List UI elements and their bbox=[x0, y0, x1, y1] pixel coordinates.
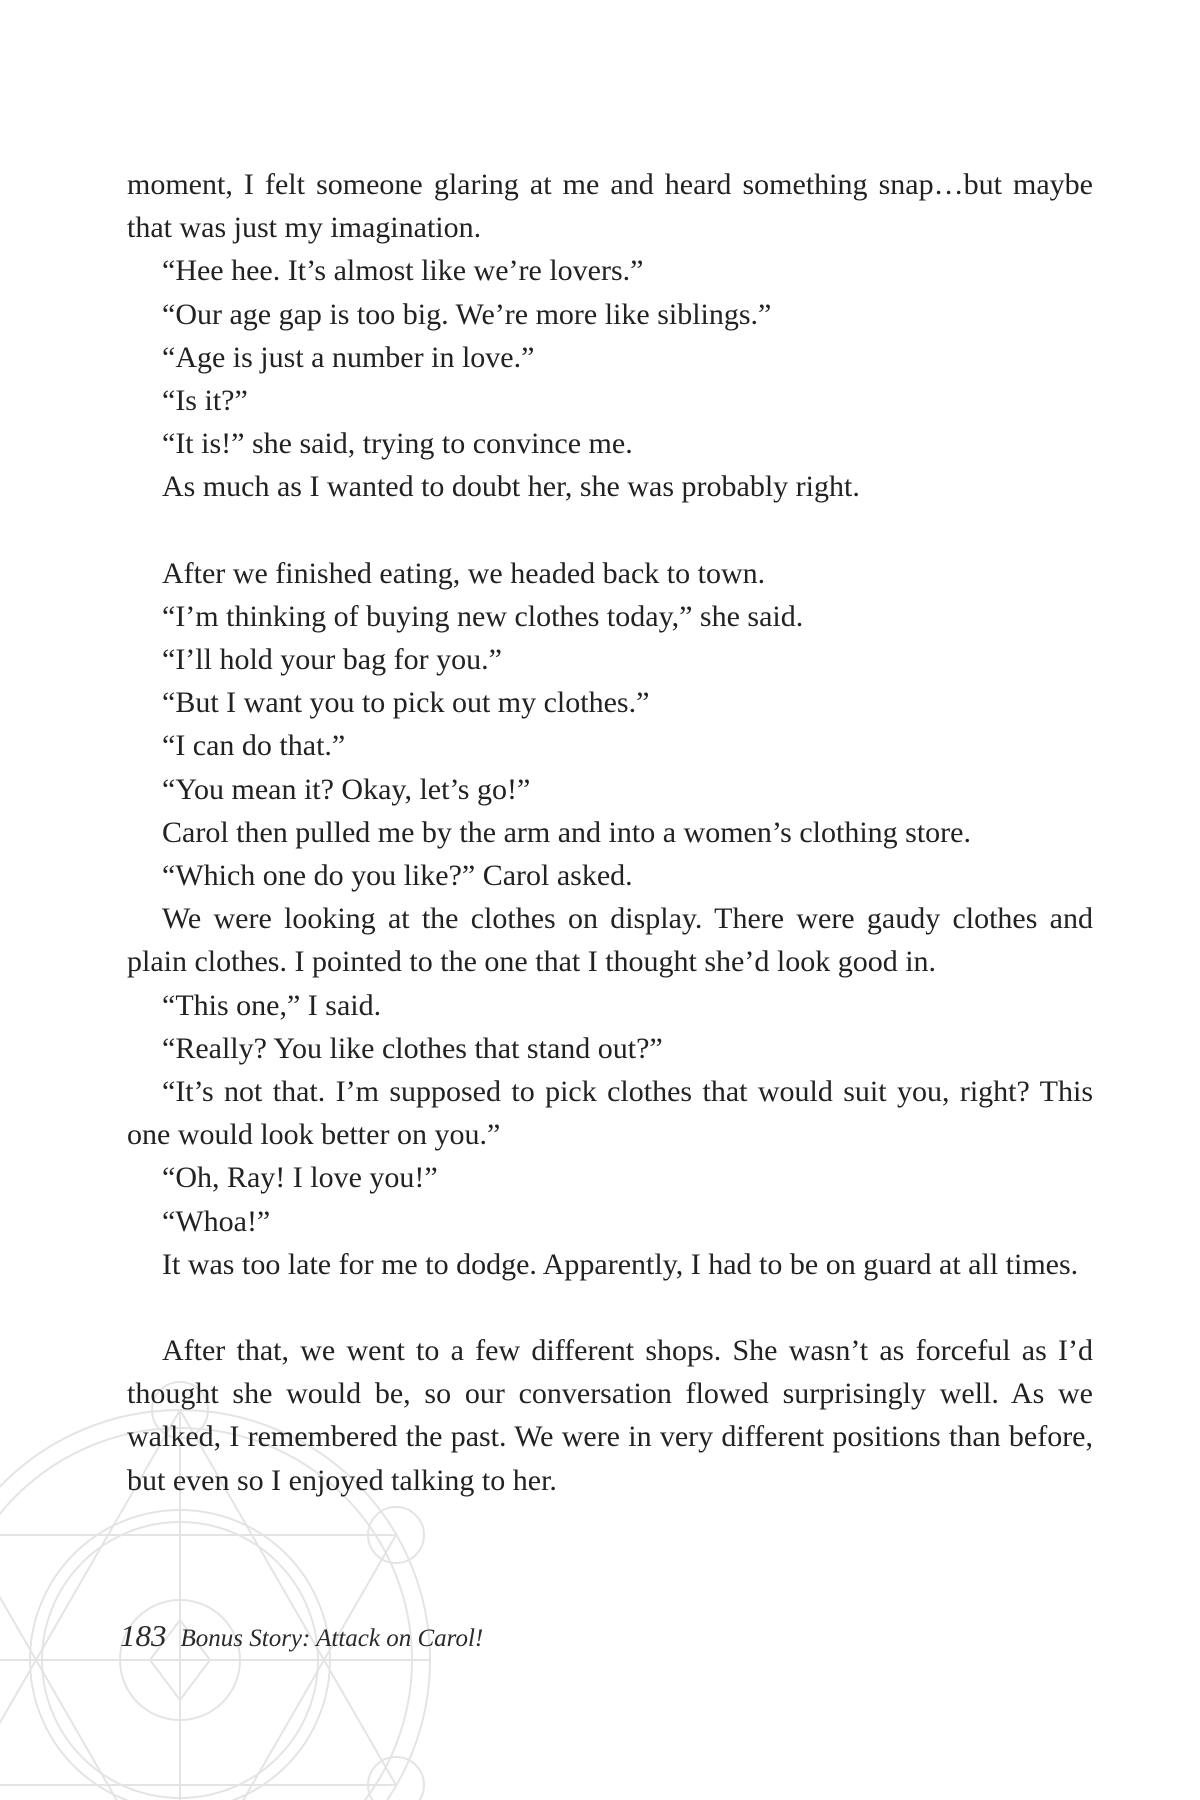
paragraph: “I can do that.” bbox=[162, 729, 346, 763]
section-break bbox=[127, 1286, 1093, 1329]
paragraph: “This one,” I said. bbox=[162, 988, 382, 1022]
paragraph: “Whoa!” bbox=[162, 1204, 271, 1238]
body-text bbox=[127, 163, 1093, 1502]
paragraph: “Which one do you like?” Carol asked. bbox=[162, 859, 633, 893]
paragraph: “Hee hee. It’s almost like we’re lovers.” bbox=[162, 254, 644, 288]
paragraph: As much as I wanted to doubt her, she was probably right. bbox=[162, 470, 860, 504]
paragraph: “It’s not that. I’m supposed to pick clothes that would suit you, right? This one would look better on you.” bbox=[127, 1075, 1093, 1152]
paragraph: “Age is just a number in love.” bbox=[162, 340, 535, 374]
page-footer bbox=[120, 1618, 483, 1654]
paragraph: “I’m thinking of buying new clothes today,” she said. bbox=[162, 599, 804, 633]
paragraph: We were looking at the clothes on display. There were gaudy clothes and plain clothes. I pointed to the one that I thought she’d look good in. bbox=[127, 902, 1093, 979]
paragraph: “Our age gap is too big. We’re more like siblings.” bbox=[162, 297, 772, 331]
paragraph: “Is it?” bbox=[162, 384, 248, 418]
paragraph: It was too late for me to dodge. Apparently, I had to be on guard at all times. bbox=[162, 1247, 1079, 1281]
paragraph: “It is!” she said, trying to convince me. bbox=[162, 427, 633, 461]
running-title: Bonus Story: Attack on Carol! bbox=[180, 1625, 484, 1652]
paragraph: moment, I felt someone glaring at me and heard something snap…but maybe that was just my imagination. bbox=[127, 168, 1093, 245]
paragraph: “Really? You like clothes that stand out?” bbox=[162, 1031, 663, 1065]
paragraph: “I’ll hold your bag for you.” bbox=[162, 643, 502, 677]
paragraph: “You mean it? Okay, let’s go!” bbox=[162, 772, 531, 806]
section-break bbox=[127, 509, 1093, 552]
paragraph: “But I want you to pick out my clothes.” bbox=[162, 686, 650, 720]
paragraph: After that, we went to a few different shops. She wasn’t as forceful as I’d thought she would be, so our conversation flowed surprisingly well. As we walked, I remembered the past. We were in very different positions than before, but even so I enjoyed talking to her. bbox=[127, 1334, 1093, 1497]
page-number: 183 bbox=[120, 1618, 167, 1653]
paragraph: Carol then pulled me by the arm and into a women’s clothing store. bbox=[162, 815, 971, 849]
paragraph: After we finished eating, we headed back to town. bbox=[162, 556, 766, 590]
paragraph: “Oh, Ray! I love you!” bbox=[162, 1161, 438, 1195]
